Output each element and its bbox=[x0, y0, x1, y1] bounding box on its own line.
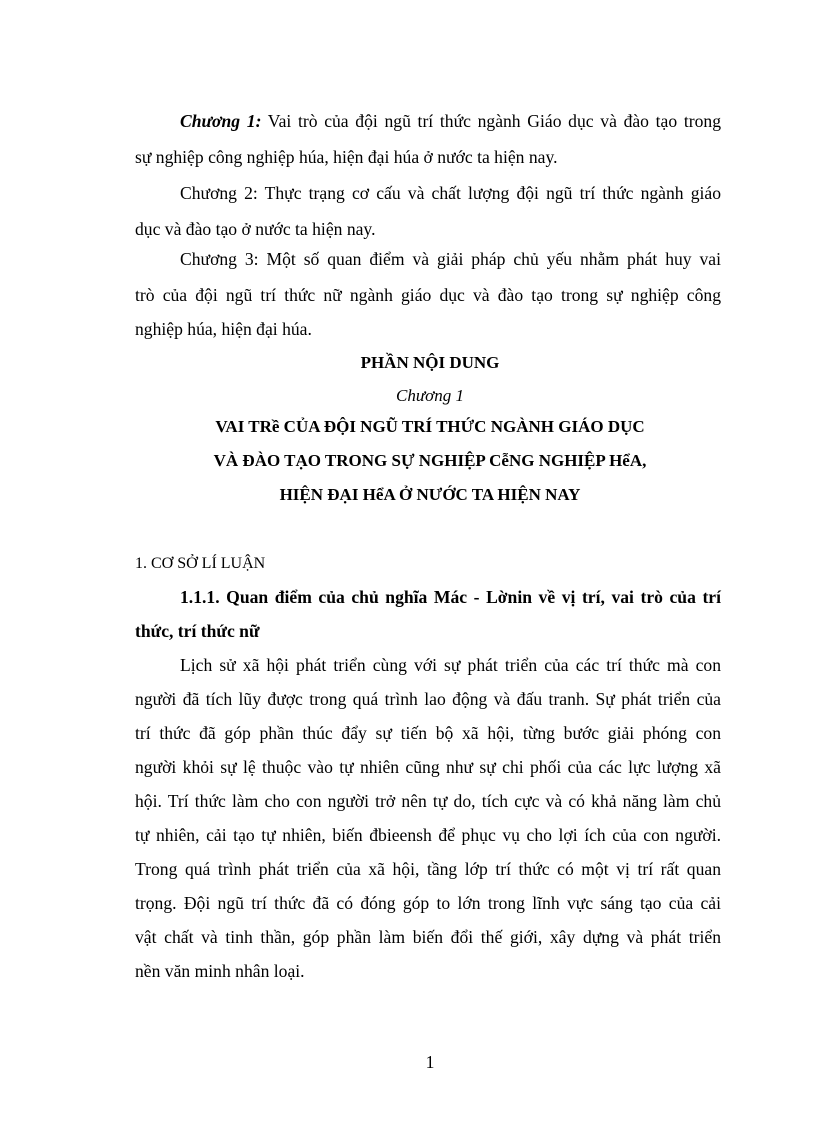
intro-chapter3-line1: Chương 3: Một số quan điểm và giải pháp chủ yếu nhằm phát huy vai bbox=[180, 249, 721, 269]
intro-chapter1-label: Chương 1: bbox=[180, 111, 262, 131]
body-line-4: người khỏi sự lệ thuộc vào tự nhiên cũng như sự chi phối của các lực lượng xã bbox=[135, 757, 721, 777]
subsection-heading-line2: thức, trí thức nữ bbox=[135, 621, 260, 641]
section-heading: 1. CƠ SỞ LÍ LUẬN bbox=[135, 555, 266, 572]
part-title: PHẦN NỘI DUNG bbox=[360, 353, 500, 372]
subsection-heading-line1: 1.1.1. Quan điểm của chủ nghĩa Mác - Lờnin về vị trí, vai trò của trí bbox=[180, 587, 721, 607]
body-line-2: người đã tích lũy được trong quá trình lao động và đấu tranh. Sự phát triển của bbox=[135, 689, 721, 709]
intro-chapter1-line2: sự nghiệp công nghiệp húa, hiện đại húa ở nước ta hiện nay. bbox=[135, 147, 558, 167]
chapter-title-line1: VAI TRề CỦA ĐỘI NGŨ TRÍ THỨC NGÀNH GIÁO DỤC bbox=[215, 417, 645, 436]
intro-chapter3-line2: trò của đội ngũ trí thức nữ ngành giáo dục và đào tạo trong sự nghiệp công bbox=[135, 285, 721, 305]
intro-chapter2-line2: dục và đào tạo ở nước ta hiện nay. bbox=[135, 219, 376, 239]
chapter-title-line3: HIỆN ĐẠI HểA Ở NƯỚC TA HIỆN NAY bbox=[279, 485, 581, 504]
body-line-10: nền văn minh nhân loại. bbox=[135, 961, 305, 981]
intro-chapter1-text: Vai trò của đội ngũ trí thức ngành Giáo dục và đào tạo trong bbox=[261, 111, 721, 131]
body-line-5: hội. Trí thức làm cho con người trở nên tự do, tích cực và có khả năng làm chủ bbox=[135, 791, 721, 811]
body-line-8: trọng. Đội ngũ trí thức đã có đóng góp to lớn trong lĩnh vực sáng tạo của cải bbox=[135, 893, 721, 913]
chapter-title-line2: VÀ ĐÀO TẠO TRONG SỰ NGHIỆP CễNG NGHIỆP HểA, bbox=[213, 451, 647, 470]
chapter-label: Chương 1 bbox=[396, 386, 464, 405]
body-line-3: trí thức đã góp phần thúc đẩy sự tiến bộ xã hội, từng bước giải phóng con bbox=[135, 723, 721, 743]
body-line-7: Trong quá trình phát triển của xã hội, tầng lớp trí thức có một vị trí rất quan bbox=[135, 859, 721, 879]
page-number: 1 bbox=[425, 1052, 435, 1072]
intro-chapter1-line1 bbox=[180, 110, 721, 132]
intro-chapter3-line3: nghiệp húa, hiện đại húa. bbox=[135, 319, 312, 339]
body-line-9: vật chất và tinh thần, góp phần làm biến đổi thế giới, xây dựng và phát triển bbox=[135, 927, 721, 947]
body-line-6: tự nhiên, cải tạo tự nhiên, biến đbieensh để phục vụ cho lợi ích của con người. bbox=[135, 825, 721, 845]
body-line-1: Lịch sử xã hội phát triển cùng với sự phát triển của các trí thức mà con bbox=[180, 655, 721, 675]
intro-chapter2-line1: Chương 2: Thực trạng cơ cấu và chất lượng đội ngũ trí thức ngành giáo bbox=[180, 183, 721, 203]
